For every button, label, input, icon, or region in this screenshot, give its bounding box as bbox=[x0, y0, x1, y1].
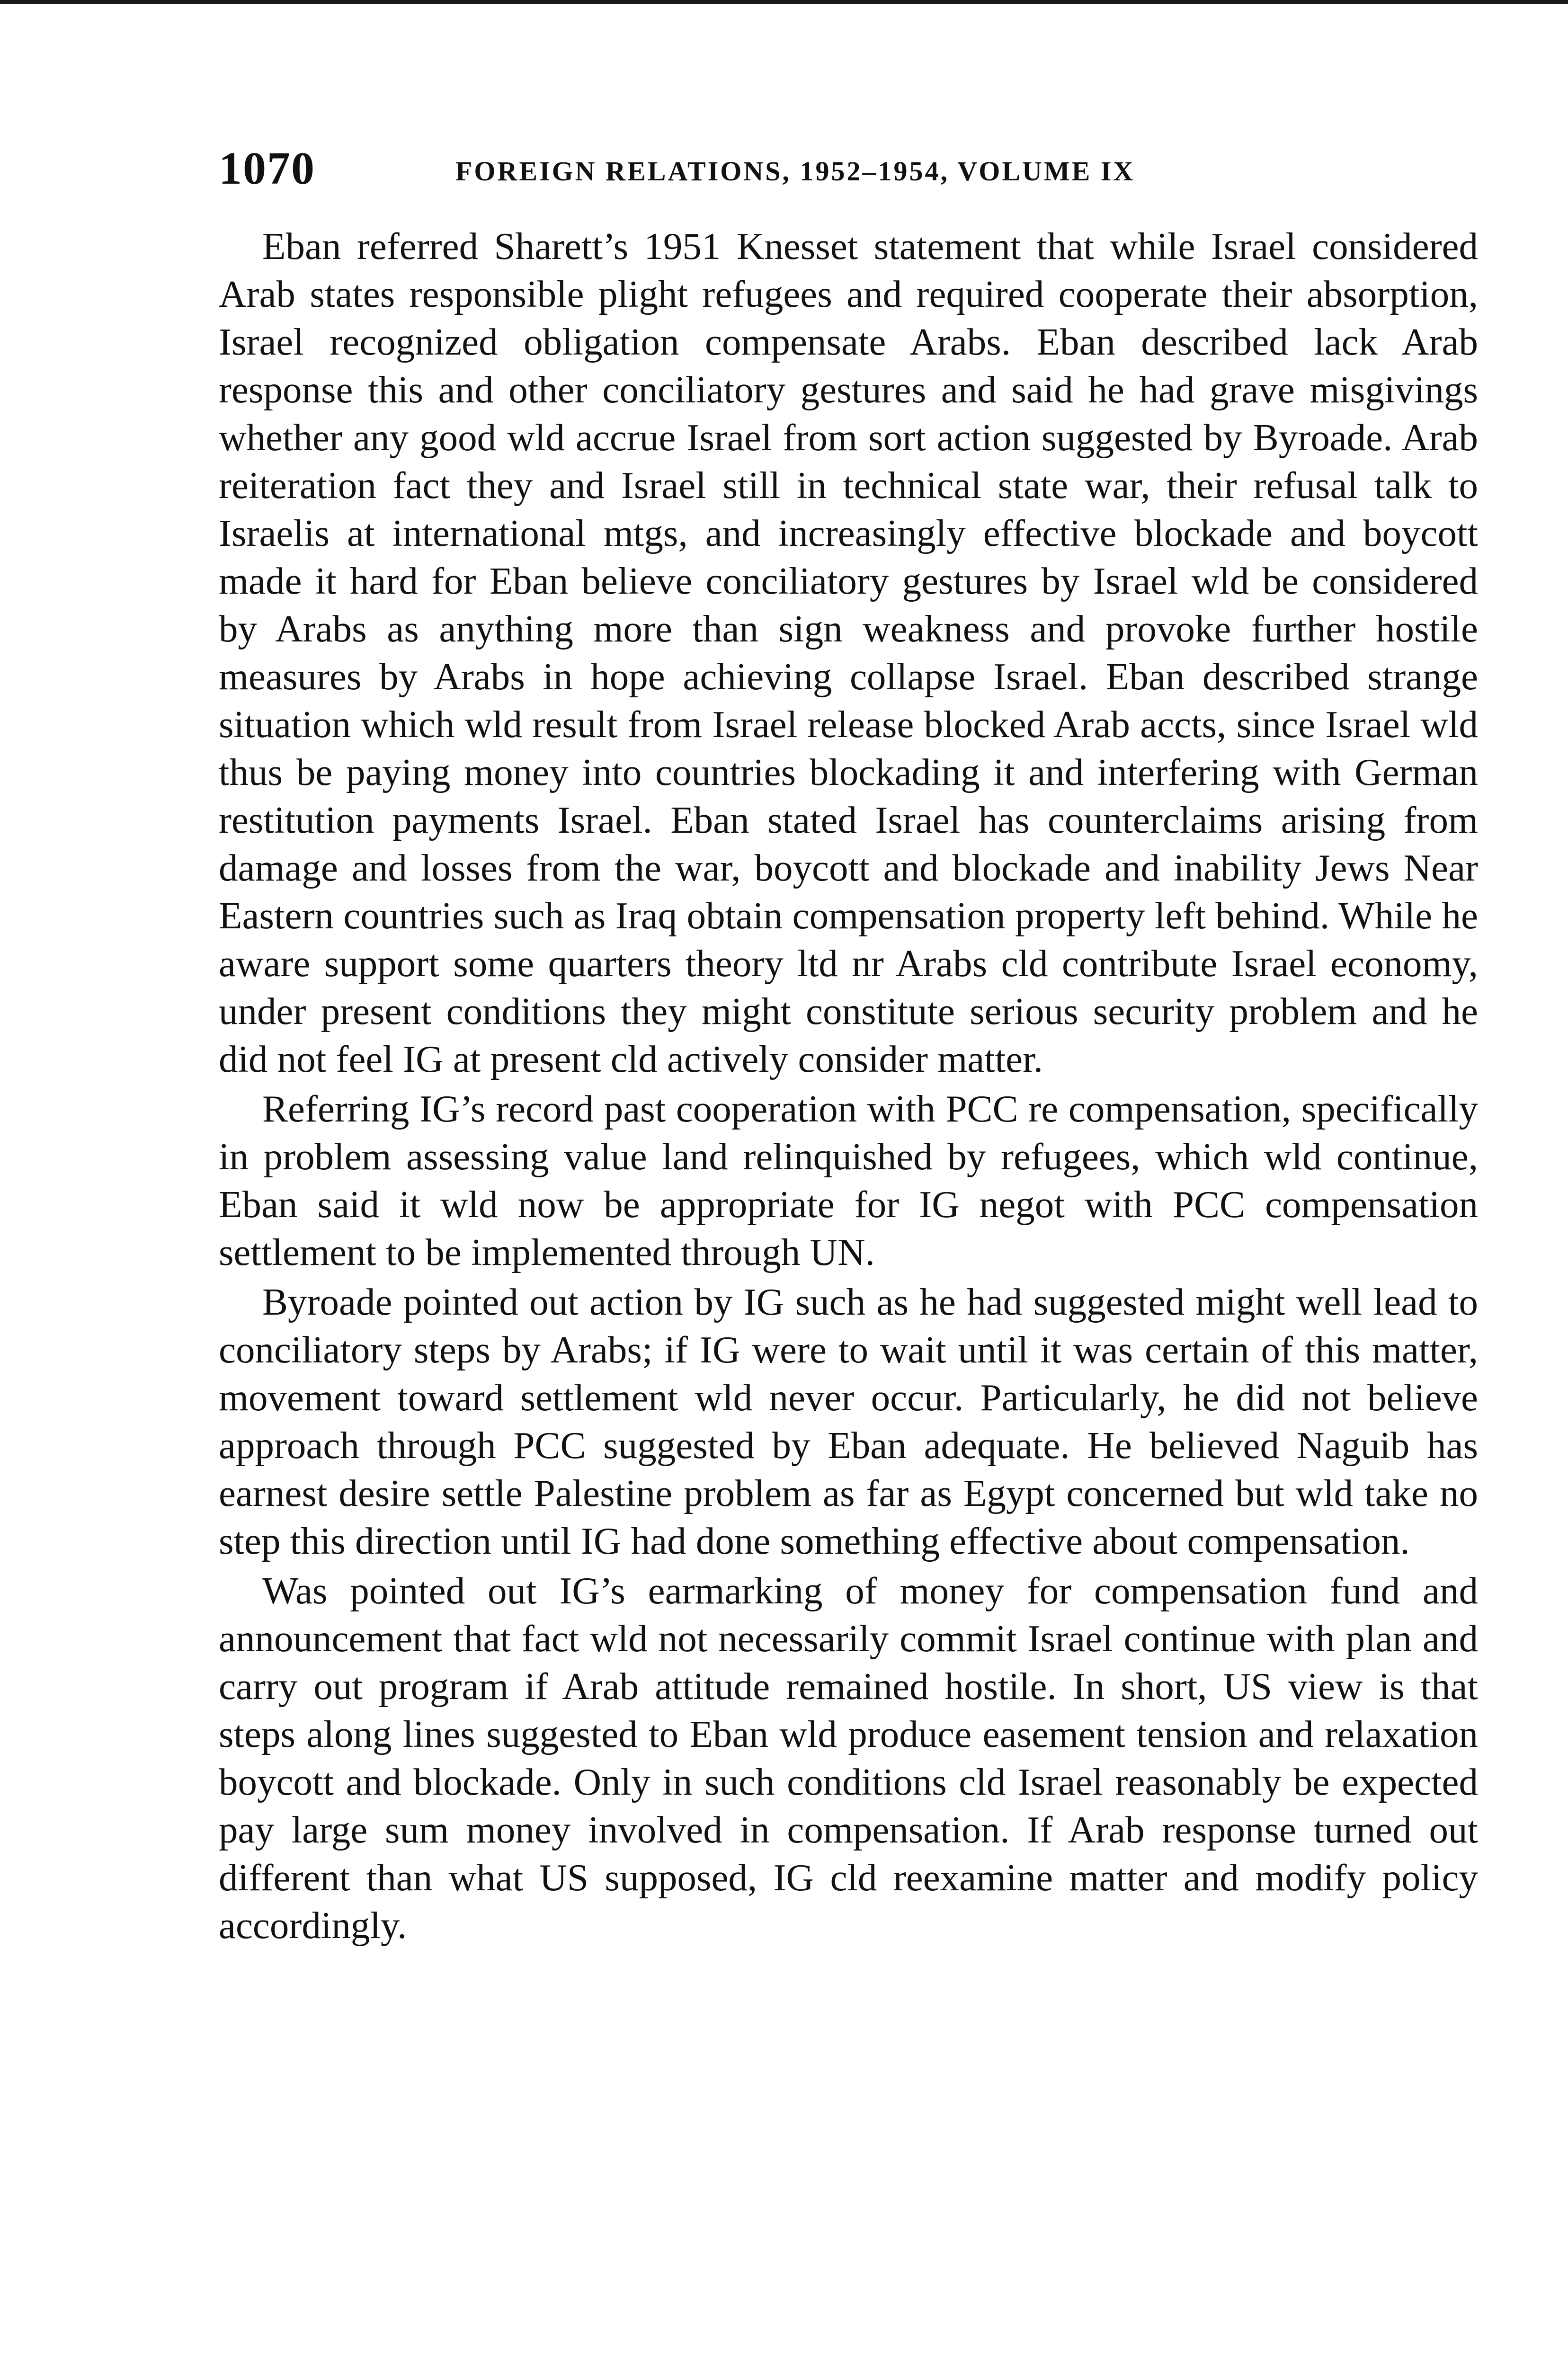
paragraph: Was pointed out IG’s earmarking of money for compensation fund and announcement that fact wld not necessarily commit Israel continue with plan and carry out program if Arab attitude remained hostile. In short, US view is that steps along lines suggested to Eban wld produce easement tension and relaxation boycott and blockade. Only in such conditions cld Israel reasonably be expected pay large sum money involved in compensation. If Arab response turned out different than what US supposed, IG cld reexamine matter and modify policy accordingly. bbox=[219, 1569, 1478, 1947]
scan-edge-rule bbox=[0, 0, 1568, 4]
running-head: FOREIGN RELATIONS, 1952–1954, VOLUME IX bbox=[455, 156, 1135, 187]
page-number: 1070 bbox=[219, 143, 315, 194]
body-text bbox=[219, 222, 1478, 1951]
paragraph: Referring IG’s record past cooperation with PCC re compensation, specifically in problem assessing value land relinquished by refugees, which wld continue, Eban said it wld now be appropriate for IG negot with PCC compensation settlement to be implemented through UN. bbox=[219, 1087, 1478, 1273]
page-header bbox=[219, 142, 1478, 199]
paragraph: Byroade pointed out action by IG such as he had suggested might well lead to conciliatory steps by Arabs; if IG were to wait until it was certain of this matter, movement toward settlement wld never occur. Particularly, he did not believe approach through PCC suggested by Eban adequate. He believed Naguib has earnest desire settle Palestine problem as far as Egypt concerned but wld take no step this direction until IG had done something effective about compensation. bbox=[219, 1281, 1478, 1562]
paragraph: Eban referred Sharett’s 1951 Knesset statement that while Israel considered Arab states responsible plight refugees and required cooperate their absorption, Israel recognized obligation compensate Arabs. Eban described lack Arab response this and other conciliatory gestures and said he had grave misgivings whether any good wld accrue Israel from sort action suggested by Byroade. Arab reiteration fact they and Israel still in technical state war, their refusal talk to Israelis at international mtgs, and increasingly effective blockade and boycott made it hard for Eban believe conciliatory gestures by Israel wld be considered by Arabs as anything more than sign weakness and provoke further hostile measures by Arabs in hope achieving collapse Israel. Eban described strange situation which wld result from Israel release blocked Arab accts, since Israel wld thus be paying money into countries blockading it and interfering with German restitution payments Israel. Eban stated Israel has counterclaims arising from damage and losses from the war, boycott and blockade and inability Jews Near Eastern countries such as Iraq obtain compensation property left behind. While he aware support some quarters theory ltd nr Arabs cld contribute Israel economy, under present conditions they might constitute serious security problem and he did not feel IG at present cld actively consider matter. bbox=[219, 225, 1478, 1080]
